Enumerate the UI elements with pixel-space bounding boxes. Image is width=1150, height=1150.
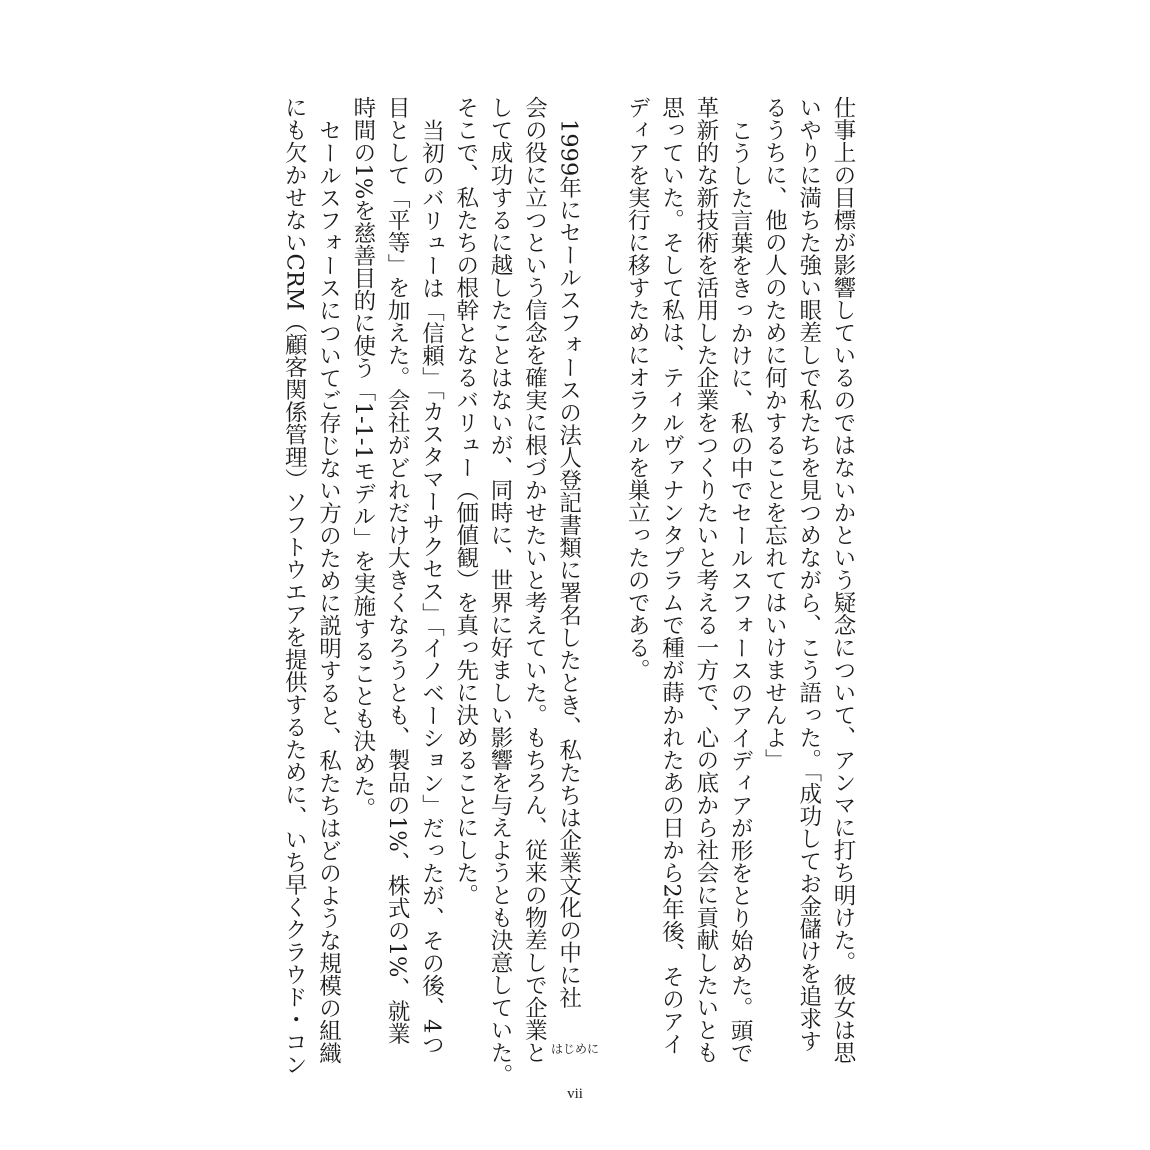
running-footer-section-title: はじめに [550, 1042, 599, 1056]
text-line: 1999年にセールスフォースの法人登記書類に署名したとき、私たちは企業文化の中に社 [555, 118, 582, 1009]
text-line: にも欠かせないCRM（顧客関係管理）ソフトウエアを提供するために、いち早くクラウド・コン [281, 96, 308, 1076]
text-line: いやりに満ちた強い眼差しで私たちを見つめながら、こう語った。「成功してお金儲けを追求す [795, 96, 822, 1053]
text-line: 思っていた。そして私は、ティルヴァナンタプラムで種が蒔かれたあの日から2年後、そのアイ [658, 96, 685, 1056]
text-line: 当初のバリューは「信頼」「カスタマーサクセス」「イノベーション」だったが、その後、4つ [418, 118, 445, 1056]
text-line: 会の役に立つという信念を確実に根づかせたいと考えていた。もちろん、従来の物差しで企業と [521, 96, 548, 1064]
page-number: vii [567, 1086, 583, 1102]
text-line: こうした言葉をきっかけに、私の中でセールスフォースのアイディアが形をとり始めた。頭で [727, 118, 754, 1064]
text-line: るうちに、他の人のために何かすることを忘れてはいけませんよ」 [761, 96, 788, 771]
text-line: 目として「平等」を加えた。会社がどれだけ大きくなろうとも、製品の1%、株式の1%、就業 [384, 96, 411, 1045]
text-line: 革新的な新技術を活用した企業をつくりたいと考える一方で、心の底から社会に貢献したいとも [692, 96, 719, 1064]
text-line: ディアを実行に移すためにオラクルを巣立ったのである。 [624, 96, 651, 681]
text-line: して成功するに越したことはないが、同時に、世界に好ましい影響を与えようとも決意していた。 [487, 96, 514, 1086]
text-line: 時間の1%を慈善目的に使う「1-1-1モデル」を実施することも決めた。 [349, 96, 376, 820]
text-line: セールスフォースについてご存じない方のために説明すると、私たちはどのような規模の組織 [315, 118, 342, 1064]
text-line: そこで、私たちの根幹となるバリュー（価値観）を真っ先に決めることにした。 [452, 96, 479, 906]
text-line: 仕事上の目標が影響しているのではないかという疑念について、アンマに打ち明けた。彼女は思 [830, 96, 856, 1064]
paragraph-spacer [586, 96, 620, 966]
